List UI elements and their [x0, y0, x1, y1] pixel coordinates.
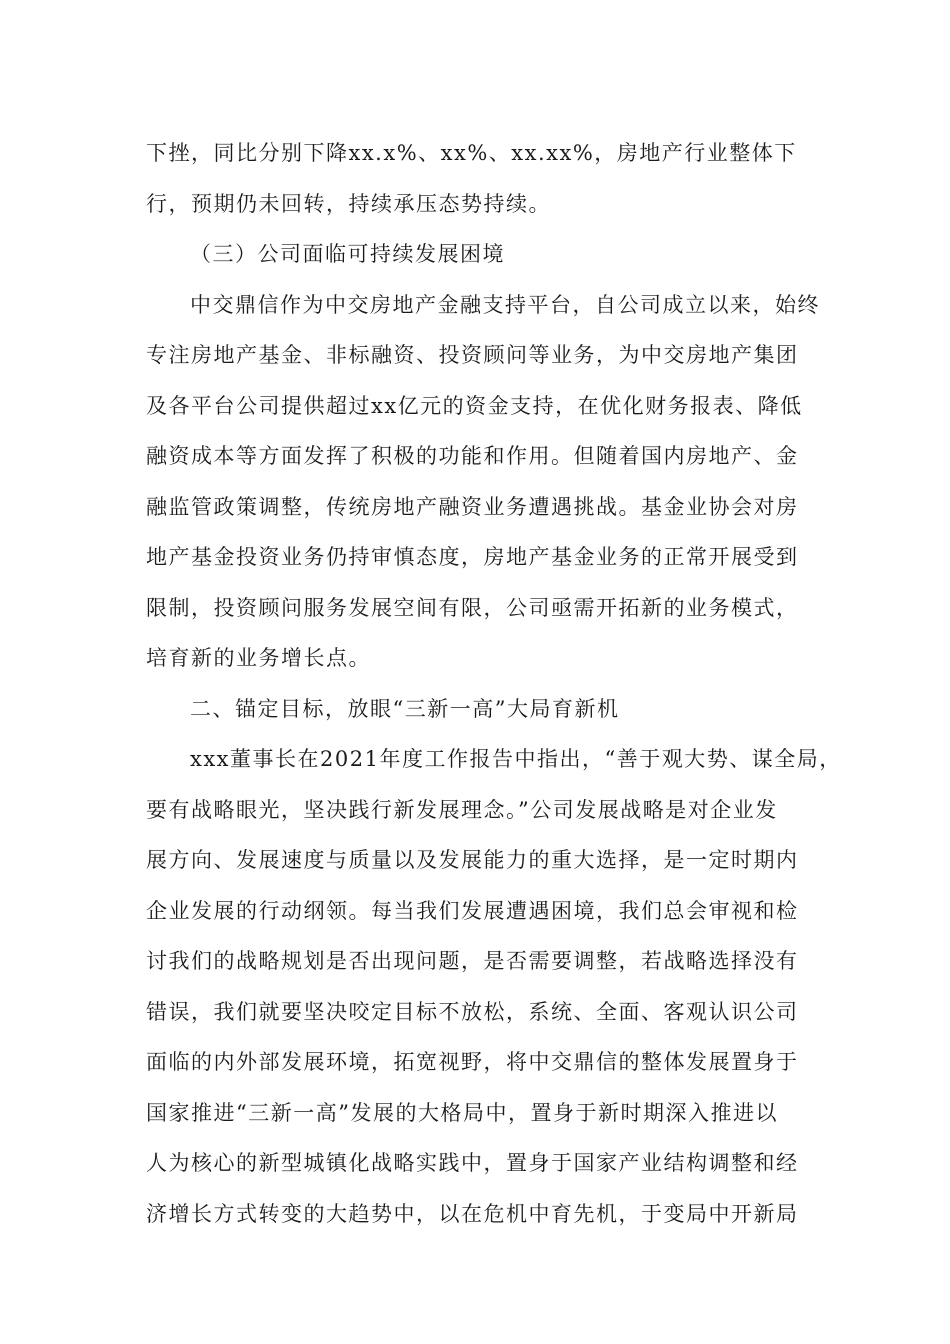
paragraph-line: 融监管政策调整，传统房地产融资业务遭遇挑战。基金业协会对房	[146, 495, 799, 519]
paragraph-line: 面临的内外部发展环境，拓宽视野，将中交鼎信的整体发展置身于	[146, 1050, 799, 1074]
paragraph-line: 专注房地产基金、非标融资、投资顾问等业务，为中交房地产集团	[146, 343, 799, 367]
section-heading-3: （三）公司面临可持续发展困境	[190, 242, 505, 266]
paragraph-line: 展方向、发展速度与质量以及发展能力的重大选择，是一定时期内	[146, 848, 799, 872]
section-heading-2: 二、锚定目标，放眼“三新一高”大局育新机	[190, 697, 620, 721]
paragraph-line: 要有战略眼光，坚决践行新发展理念。”公司发展战略是对企业发	[146, 798, 778, 822]
paragraph-line: 行，预期仍未回转，持续承压态势持续。	[146, 192, 551, 216]
paragraph-line: 培育新的业务增长点。	[146, 646, 371, 670]
paragraph-line: xxx董事长在2021年度工作报告中指出，“善于观大势、谋全局，	[190, 747, 842, 771]
paragraph-line: 中交鼎信作为中交房地产金融支持平台，自公司成立以来，始终	[190, 293, 820, 317]
paragraph-line: 下挫，同比分别下降xx.x%、xx%、xx.xx%，房地产行业整体下	[146, 141, 797, 165]
paragraph-line: 融资成本等方面发挥了积极的功能和作用。但随着国内房地产、金	[146, 444, 799, 468]
paragraph-line: 及各平台公司提供超过xx亿元的资金支持，在优化财务报表、降低	[146, 394, 803, 418]
paragraph-line: 人为核心的新型城镇化战略实践中，置身于国家产业结构调整和经	[146, 1151, 799, 1175]
paragraph-line: 地产基金投资业务仍持审慎态度，房地产基金业务的正常开展受到	[146, 545, 799, 569]
paragraph-line: 企业发展的行动纲领。每当我们发展遭遇困境，我们总会审视和检	[146, 899, 799, 923]
paragraph-line: 讨我们的战略规划是否出现问题，是否需要调整，若战略选择没有	[146, 949, 799, 973]
paragraph-line: 济增长方式转变的大趋势中，以在危机中育先机，于变局中开新局	[146, 1202, 799, 1226]
paragraph-line: 错误，我们就要坚决咬定目标不放松，系统、全面、客观认识公司	[146, 1000, 799, 1024]
paragraph-line: 限制，投资顾问服务发展空间有限，公司亟需开拓新的业务模式，	[146, 596, 799, 620]
paragraph-line: 国家推进“三新一高”发展的大格局中，置身于新时期深入推进以	[146, 1101, 778, 1125]
